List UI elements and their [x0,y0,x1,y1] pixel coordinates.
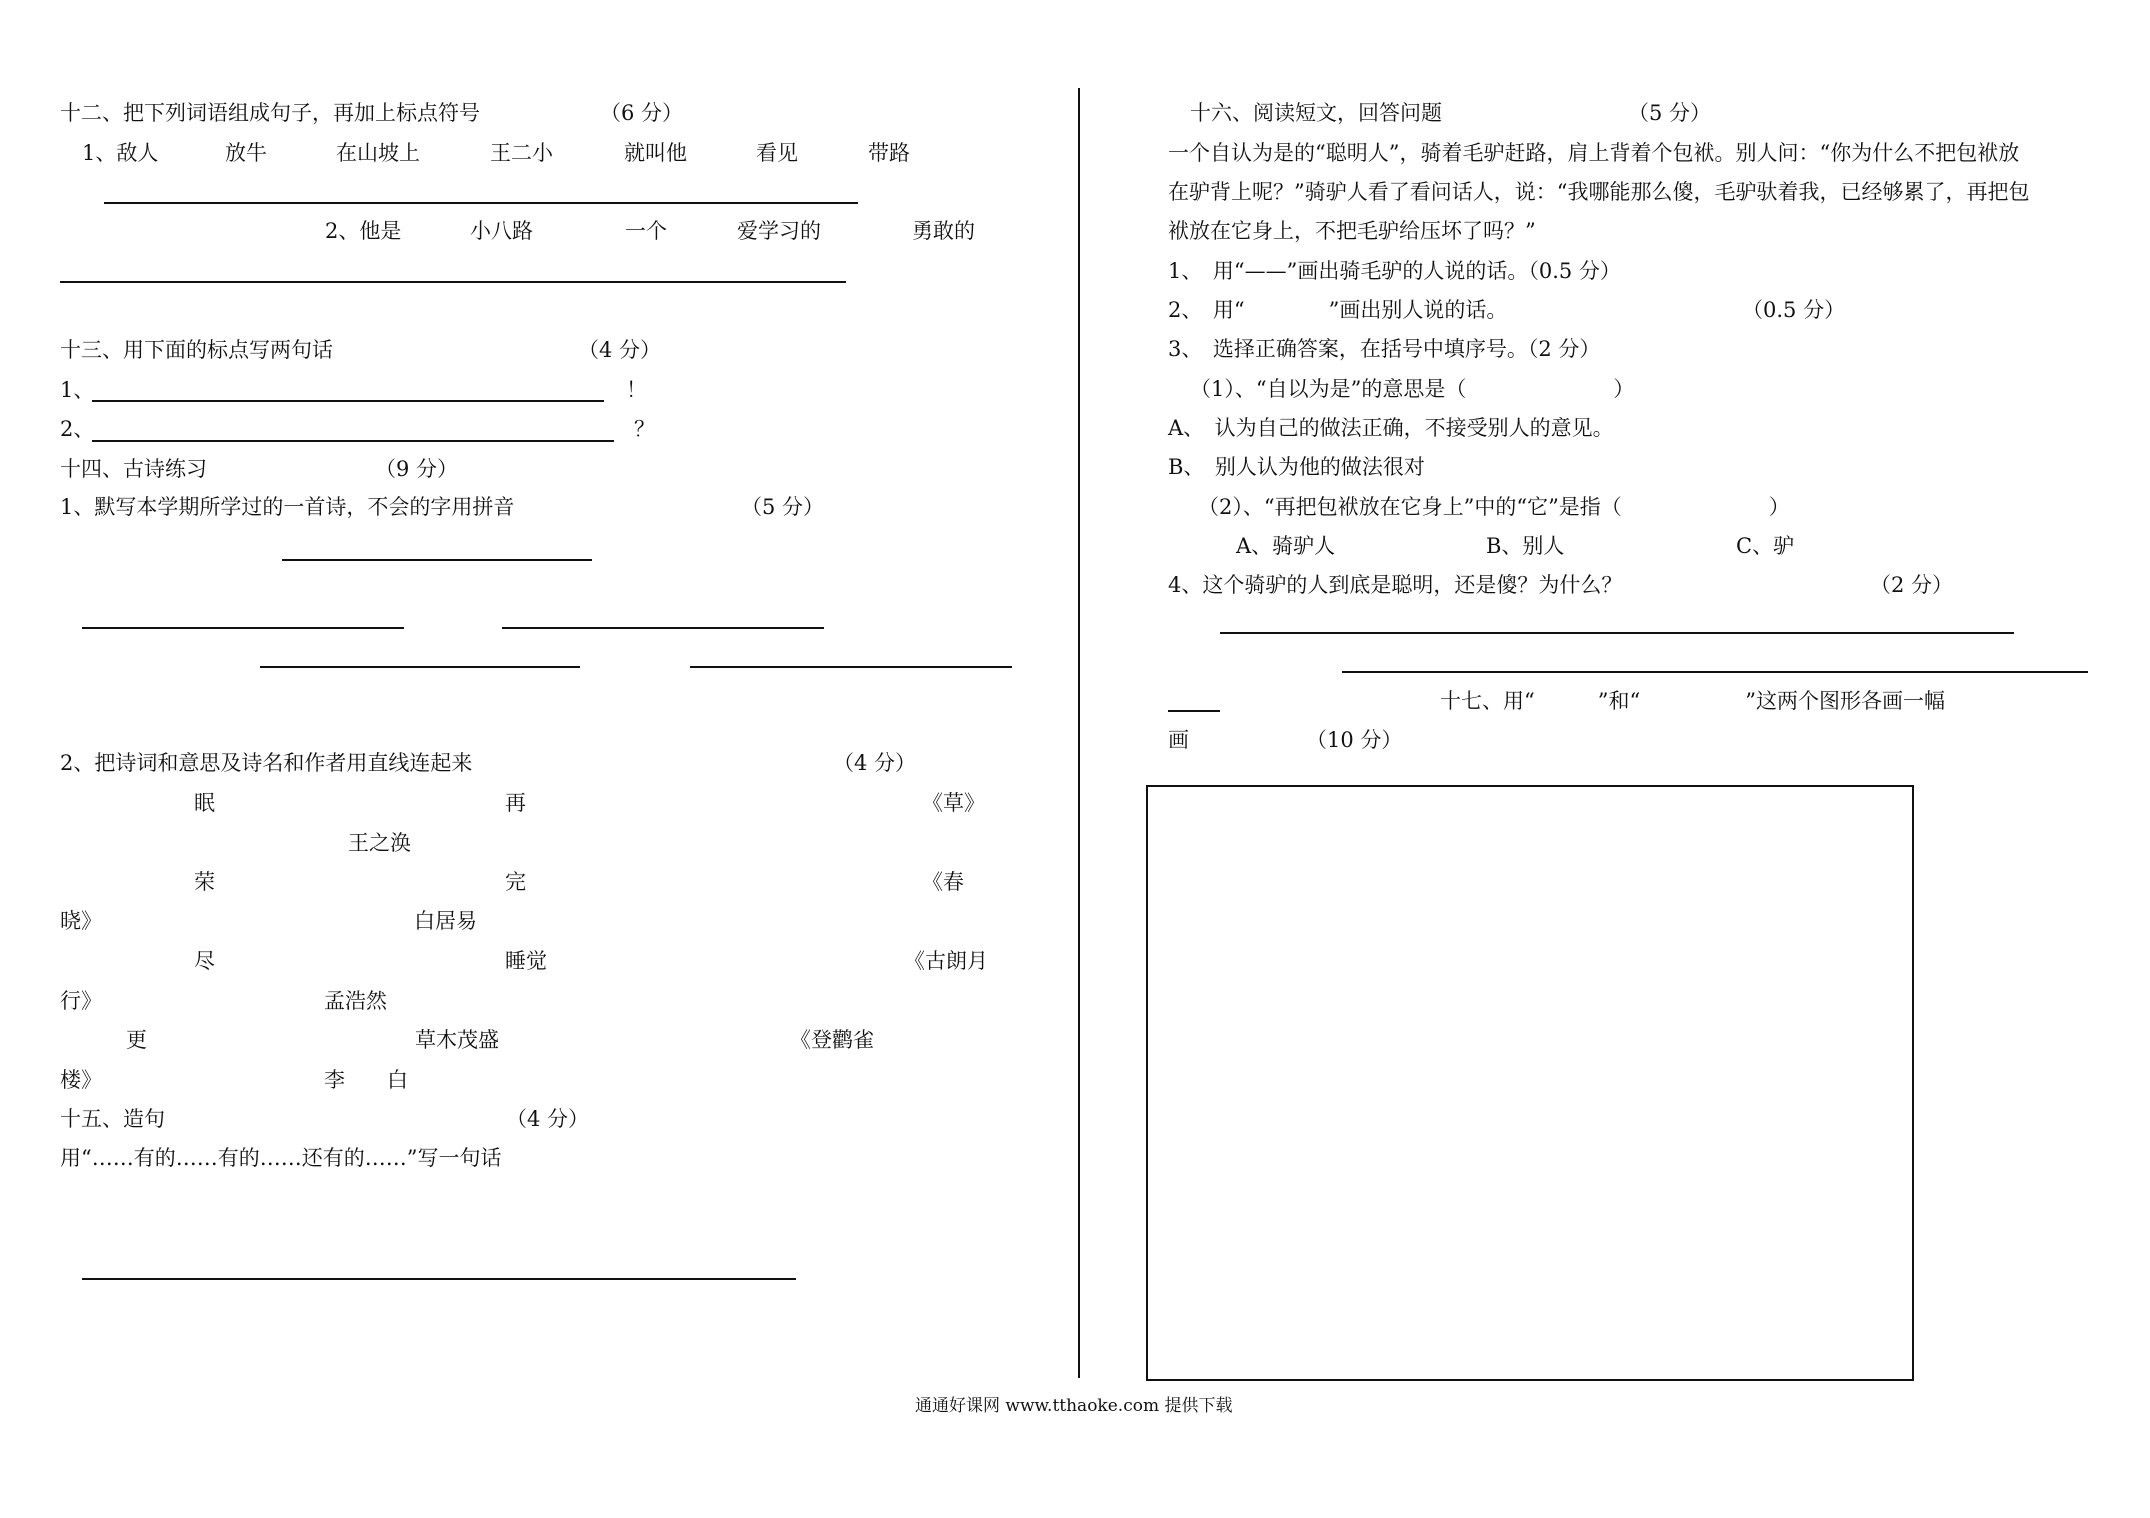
q14-sub1-points: （5 分） [741,495,825,519]
answer-line[interactable] [1168,710,1220,712]
q16-question-4-points: （2 分） [1870,573,1954,597]
q16-choice: A、骑驴人 [1236,534,1336,558]
q14-sub1: 1、默写本学期所学过的一首诗，不会的字用拼音 [60,495,515,519]
q12-word: 小八路 [470,219,533,243]
q16-question-3b: （2）、“再把包袱放在它身上”中的“它”是指（ ） [1198,495,1790,519]
q17-points: （10 分） [1306,728,1403,752]
q16-passage-line: 一个自认为是的“聪明人”，骑着毛驴赶路，肩上背着个包袱。别人问：“你为什么不把包袱放 [1168,141,2020,165]
q16-choice: C、驴 [1736,534,1795,558]
footer-credit: 通通好课网 www.tthaoke.com 提供下载 [915,1396,1233,1416]
q15-prompt: 用“……有的……有的……还有的……”写一句话 [60,1146,502,1170]
answer-line[interactable] [690,666,1012,668]
q12-word: 爱学习的 [737,219,821,243]
drawing-box[interactable] [1146,785,1914,1381]
answer-line[interactable] [92,440,614,442]
poem-word: 荣 [194,870,215,894]
q14-sub2: 2、把诗词和意思及诗名和作者用直线连起来 [60,751,473,775]
poem-word: 更 [126,1028,147,1052]
answer-line[interactable] [60,281,846,283]
poem-word: 尽 [194,949,215,973]
q13-points: （4 分） [578,338,662,362]
q13-line2-mark: ？ [634,417,655,441]
answer-line[interactable] [92,400,604,402]
q13-title: 十三、用下面的标点写两句话 [60,338,333,362]
q13-line2-number: 2、 [60,417,95,441]
q12-word: 1、敌人 [82,141,159,165]
q12-word: 2、他是 [325,219,402,243]
q12-points: （6 分） [600,101,684,125]
q12-word: 在山坡上 [336,141,420,165]
answer-line[interactable] [82,1278,796,1280]
poem-author: 孟浩然 [324,989,387,1013]
poem-meaning: 睡觉 [505,949,547,973]
q14-points: （9 分） [375,457,459,481]
q12-word: 放牛 [225,141,267,165]
q17-title-cont: 画 [1168,728,1189,752]
q16-title: 十六、阅读短文，回答问题 [1190,101,1442,125]
q15-title: 十五、造句 [60,1107,165,1131]
q12-word: 带路 [868,141,910,165]
q12-word: 就叫他 [624,141,687,165]
q14-sub2-points: （4 分） [833,751,917,775]
q12-title: 十二、把下列词语组成句子，再加上标点符号 [60,101,480,125]
poem-meaning: 再 [505,791,526,815]
answer-line[interactable] [82,627,404,629]
q12-word: 看见 [756,141,798,165]
poem-author: 白居易 [414,909,477,933]
q16-option-b: B、 别人认为他的做法很对 [1168,455,1425,479]
poem-title: 《春 [922,870,964,894]
q12-word: 勇敢的 [912,219,975,243]
poem-title: 《古朗月 [904,949,988,973]
poem-word: 眠 [194,791,215,815]
q16-passage-line: 在驴背上呢？”骑驴人看了看问话人，说：“我哪能那么傻，毛驴驮着我，已经够累了，再把包 [1168,180,2030,204]
poem-author: 王之涣 [348,831,411,855]
answer-line[interactable] [260,666,580,668]
poem-meaning: 完 [505,870,526,894]
q16-option-a: A、 认为自己的做法正确，不接受别人的意见。 [1168,416,1614,440]
q16-question-3: 3、 选择正确答案，在括号中填序号。（2 分） [1168,337,1601,361]
q16-question-3a: （1）、“自以为是”的意思是（ ） [1190,377,1635,401]
poem-meaning: 草木茂盛 [415,1028,499,1052]
q16-passage-line: 袱放在它身上，不把毛驴给压坏了吗？” [1168,219,1536,243]
answer-line[interactable] [104,202,858,204]
answer-line[interactable] [1342,671,2088,673]
q16-choice: B、别人 [1486,534,1565,558]
q17-title: 十七、用“ ”和“ ”这两个图形各画一幅 [1440,689,1945,713]
column-divider [1078,88,1080,1378]
poem-title: 《草》 [922,791,985,815]
q12-word: 王二小 [490,141,553,165]
poem-title: 楼》 [60,1068,102,1092]
q13-line1-mark: ！ [626,378,647,402]
poem-author: 李 白 [324,1068,408,1092]
poem-title: 行》 [60,989,102,1013]
answer-line[interactable] [502,627,824,629]
q16-question-2-points: （0.5 分） [1742,298,1846,322]
q16-question-1: 1、 用“——”画出骑毛驴的人说的话。（0.5 分） [1168,259,1621,283]
answer-line[interactable] [282,559,592,561]
answer-line[interactable] [1220,632,2014,634]
q16-points: （5 分） [1628,101,1712,125]
q16-question-4: 4、这个骑驴的人到底是聪明，还是傻？为什么？ [1168,573,1623,597]
q14-title: 十四、古诗练习 [60,457,207,481]
poem-title: 晓》 [60,909,102,933]
q16-question-2: 2、 用“ ”画出别人说的话。 [1168,298,1508,322]
q13-line1-number: 1、 [60,378,95,402]
q12-word: 一个 [625,219,667,243]
q15-points: （4 分） [506,1107,590,1131]
poem-title: 《登鹳雀 [790,1028,874,1052]
